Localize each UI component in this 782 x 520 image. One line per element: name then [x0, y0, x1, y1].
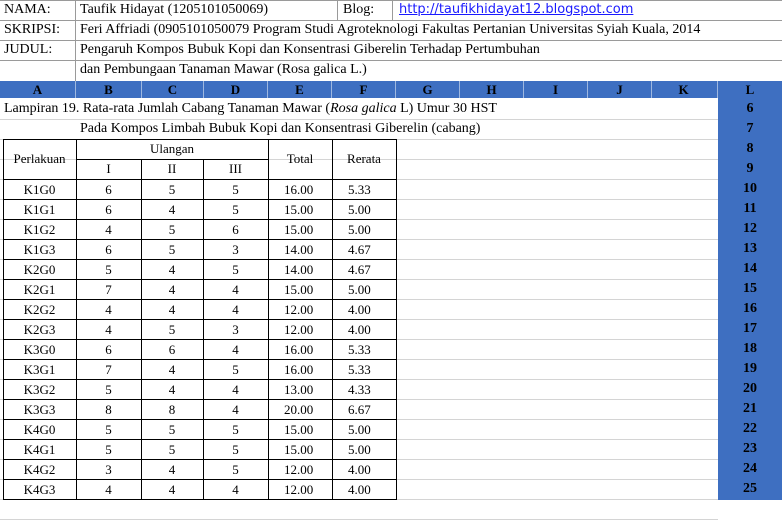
cell-u2[interactable]: 5	[168, 442, 176, 457]
cell-total[interactable]: 12.00	[284, 302, 314, 317]
cell-u2[interactable]: 4	[168, 202, 176, 217]
cell-u3[interactable]: 4	[232, 282, 239, 297]
column-header-f[interactable]: F	[359, 82, 368, 97]
cell-total[interactable]: 16.00	[284, 362, 314, 377]
column-header-l[interactable]: L	[745, 82, 755, 97]
cell-perlakuan[interactable]: K1G3	[23, 242, 56, 257]
row-number-15[interactable]: 15	[743, 281, 757, 296]
row-number-bar	[718, 98, 782, 500]
column-header-c[interactable]: C	[167, 82, 178, 97]
row-number-9[interactable]: 9	[746, 161, 754, 176]
cell-rerata[interactable]: 4.00	[348, 482, 371, 497]
column-header-h[interactable]: H	[486, 82, 497, 97]
column-header-i[interactable]: I	[552, 82, 559, 97]
column-header-e[interactable]: E	[295, 82, 304, 97]
cell-u3[interactable]: 5	[232, 442, 239, 457]
column-header-d[interactable]: D	[230, 82, 241, 97]
header-ulangan-3: III	[229, 161, 242, 176]
cell-perlakuan[interactable]: K1G0	[23, 182, 56, 197]
cell-perlakuan[interactable]: K4G0	[23, 422, 56, 437]
cell-rerata[interactable]: 4.33	[348, 382, 371, 397]
column-header-j[interactable]: J	[616, 82, 623, 97]
cell-u1[interactable]: 4	[105, 482, 112, 497]
cell-u1[interactable]: 4	[105, 302, 112, 317]
cell-u1[interactable]: 6	[105, 342, 112, 357]
row-number-7[interactable]: 7	[746, 121, 754, 136]
cell-u2[interactable]: 4	[168, 302, 176, 317]
row-number-10[interactable]: 10	[743, 181, 757, 196]
sheet-title-prefix: Lampiran 19. Rata-rata Jumlah Cabang Tanaman Mawar (	[4, 101, 331, 116]
cell-rerata[interactable]: 5.33	[348, 342, 371, 357]
nama-label: NAMA:	[4, 2, 51, 17]
cell-u3[interactable]: 4	[232, 342, 239, 357]
row-number-12[interactable]: 12	[743, 221, 757, 236]
row-number-8[interactable]: 8	[746, 141, 754, 156]
header-ulangan-1: I	[106, 161, 111, 176]
cell-perlakuan[interactable]: K4G3	[23, 482, 56, 497]
header-total: Total	[286, 151, 314, 166]
cell-rerata[interactable]: 5.00	[348, 282, 371, 297]
cell-u3[interactable]: 5	[232, 182, 239, 197]
cell-u3[interactable]: 5	[232, 462, 239, 477]
judul-line-2: dan Pembungaan Tanaman Mawar (Rosa galica L.)	[80, 62, 367, 77]
cell-perlakuan[interactable]: K3G3	[23, 402, 56, 417]
cell-u3[interactable]: 4	[232, 402, 239, 417]
cell-rerata[interactable]: 5.00	[348, 422, 371, 437]
cell-total[interactable]: 12.00	[284, 322, 314, 337]
cell-u2[interactable]: 4	[168, 462, 176, 477]
row-number-24[interactable]: 24	[743, 461, 757, 476]
row-number-6[interactable]: 6	[746, 101, 754, 116]
cell-u3[interactable]: 6	[232, 222, 239, 237]
cell-u2[interactable]: 8	[168, 402, 176, 417]
row-number-19[interactable]: 19	[743, 361, 757, 376]
cell-rerata[interactable]: 5.33	[348, 362, 371, 377]
cell-rerata[interactable]: 5.00	[348, 202, 371, 217]
cell-total[interactable]: 12.00	[284, 482, 314, 497]
row-number-20[interactable]: 20	[743, 381, 757, 396]
cell-u3[interactable]: 4	[232, 302, 239, 317]
cell-total[interactable]: 16.00	[284, 182, 314, 197]
sheet-title	[4, 101, 497, 117]
cell-u1[interactable]: 5	[105, 382, 112, 397]
cell-u3[interactable]: 5	[232, 362, 239, 377]
cell-perlakuan[interactable]: K3G1	[23, 362, 56, 377]
cell-u1[interactable]: 5	[105, 422, 112, 437]
cell-rerata[interactable]: 4.67	[348, 262, 371, 277]
cell-total[interactable]: 12.00	[284, 462, 314, 477]
cell-u3[interactable]: 4	[232, 382, 239, 397]
row-number-16[interactable]: 16	[743, 301, 757, 316]
cell-rerata[interactable]: 6.67	[348, 402, 371, 417]
cell-perlakuan[interactable]: K2G0	[23, 262, 56, 277]
cell-u3[interactable]: 3	[232, 322, 239, 337]
cell-total[interactable]: 15.00	[284, 442, 314, 457]
cell-total[interactable]: 15.00	[284, 282, 314, 297]
cell-u2[interactable]: 5	[168, 182, 176, 197]
cell-total[interactable]: 14.00	[284, 242, 314, 257]
sheet-title-suffix: L) Umur 30 HST	[396, 101, 497, 116]
cell-u2[interactable]: 5	[168, 322, 176, 337]
judul-label: JUDUL:	[4, 42, 53, 57]
cell-total[interactable]: 15.00	[284, 202, 314, 217]
cell-u3[interactable]: 3	[232, 242, 239, 257]
cell-rerata[interactable]: 4.00	[348, 322, 371, 337]
row-number-21[interactable]: 21	[743, 401, 757, 416]
cell-u3[interactable]: 5	[232, 202, 239, 217]
cell-u2[interactable]: 4	[168, 382, 176, 397]
cell-u3[interactable]: 5	[232, 422, 239, 437]
cell-u1[interactable]: 4	[105, 222, 112, 237]
cell-total[interactable]: 20.00	[284, 402, 314, 417]
column-header-g[interactable]: G	[422, 82, 433, 97]
cell-u1[interactable]: 7	[105, 362, 112, 377]
skripsi-label: SKRIPSI:	[4, 22, 61, 37]
cell-perlakuan[interactable]: K3G0	[23, 342, 56, 357]
row-number-23[interactable]: 23	[743, 441, 757, 456]
cell-rerata[interactable]: 4.00	[348, 302, 371, 317]
cell-perlakuan[interactable]: K3G2	[23, 382, 56, 397]
cell-u1[interactable]: 4	[105, 322, 112, 337]
cell-total[interactable]: 15.00	[284, 222, 314, 237]
cell-perlakuan[interactable]: K2G1	[23, 282, 56, 297]
column-header-bar	[0, 81, 782, 98]
cell-u1[interactable]: 6	[105, 182, 112, 197]
cell-u1[interactable]: 5	[105, 262, 112, 277]
cell-u3[interactable]: 5	[232, 262, 239, 277]
cell-rerata[interactable]: 4.67	[348, 242, 371, 257]
cell-rerata[interactable]: 4.00	[348, 462, 371, 477]
row-number-13[interactable]: 13	[743, 241, 757, 256]
cell-u1[interactable]: 8	[105, 402, 112, 417]
nama-value: Taufik Hidayat (1205101050069)	[80, 2, 268, 17]
cell-total[interactable]: 15.00	[284, 422, 314, 437]
header-perlakuan: Perlakuan	[13, 151, 66, 166]
cell-perlakuan[interactable]: K4G1	[23, 442, 56, 457]
row-number-25[interactable]: 25	[743, 481, 757, 496]
cell-u3[interactable]: 4	[232, 482, 239, 497]
cell-u2[interactable]: 5	[168, 242, 176, 257]
cell-u1[interactable]: 5	[105, 442, 112, 457]
cell-rerata[interactable]: 5.33	[348, 182, 371, 197]
sheet-subtitle: Pada Kompos Limbah Bubuk Kopi dan Konsentrasi Giberelin (cabang)	[80, 121, 481, 136]
blog-link[interactable]: http://taufikhidayat12.blogspot.com	[399, 2, 634, 17]
cell-total[interactable]: 14.00	[284, 262, 314, 277]
cell-u2[interactable]: 5	[168, 222, 176, 237]
cell-rerata[interactable]: 5.00	[348, 442, 371, 457]
column-header-k[interactable]: K	[678, 82, 689, 97]
cell-u2[interactable]: 4	[168, 362, 176, 377]
cell-u2[interactable]: 5	[168, 422, 176, 437]
column-header-a[interactable]: A	[32, 82, 43, 97]
row-number-11[interactable]: 11	[743, 201, 757, 216]
row-number-14[interactable]: 14	[743, 261, 757, 276]
judul-line-1: Pengaruh Kompos Bubuk Kopi dan Konsentrasi Giberelin Terhadap Pertumbuhan	[80, 42, 540, 57]
cell-rerata[interactable]: 5.00	[348, 222, 371, 237]
column-header-b[interactable]: B	[104, 82, 113, 97]
cell-u2[interactable]: 4	[168, 262, 176, 277]
sheet-title-italic: Rosa galica	[330, 101, 397, 116]
cell-u1[interactable]: 3	[105, 462, 112, 477]
header-ulangan: Ulangan	[149, 141, 195, 156]
cell-u1[interactable]: 7	[105, 282, 112, 297]
row-number-18[interactable]: 18	[743, 341, 757, 356]
cell-total[interactable]: 16.00	[284, 342, 314, 357]
cell-u2[interactable]: 4	[168, 282, 176, 297]
cell-u1[interactable]: 6	[105, 202, 112, 217]
cell-perlakuan[interactable]: K1G2	[23, 222, 56, 237]
blog-label: Blog:	[343, 2, 375, 17]
cell-u1[interactable]: 6	[105, 242, 112, 257]
cell-perlakuan[interactable]: K2G3	[23, 322, 56, 337]
cell-u2[interactable]: 6	[168, 342, 176, 357]
skripsi-value: Feri Affriadi (0905101050079 Program Studi Agroteknologi Fakultas Pertanian Universitas Syiah Kuala, 2014	[80, 22, 701, 37]
row-number-22[interactable]: 22	[743, 421, 757, 436]
cell-perlakuan[interactable]: K1G1	[23, 202, 56, 217]
header-rerata: Rerata	[347, 151, 381, 166]
cell-perlakuan[interactable]: K4G2	[23, 462, 56, 477]
cell-total[interactable]: 13.00	[284, 382, 314, 397]
header-ulangan-2: II	[167, 161, 177, 176]
cell-perlakuan[interactable]: K2G2	[23, 302, 56, 317]
cell-u2[interactable]: 4	[168, 482, 176, 497]
row-number-17[interactable]: 17	[743, 321, 757, 336]
